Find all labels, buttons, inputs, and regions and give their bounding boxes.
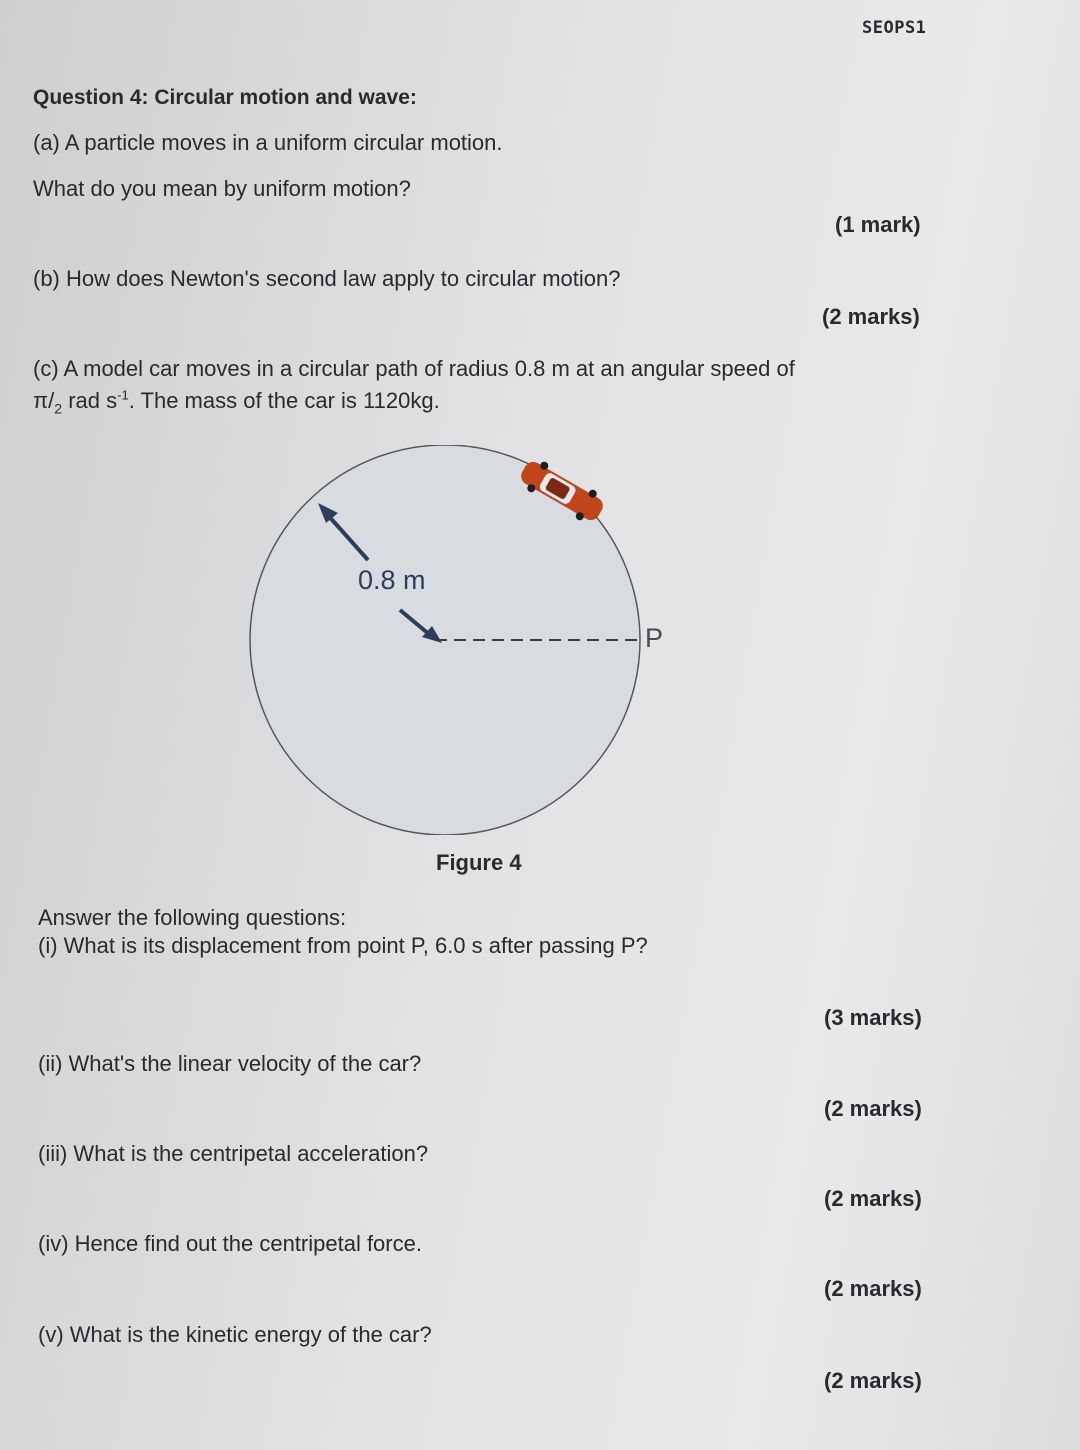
part-v-text: (v) What is the kinetic energy of the car? bbox=[38, 1322, 432, 1347]
part-a-line1: (a) A particle moves in a uniform circular motion. bbox=[33, 130, 503, 155]
part-v-marks: (2 marks) bbox=[824, 1368, 922, 1393]
part-a-line2: What do you mean by uniform motion? bbox=[33, 176, 411, 201]
part-i-marks: (3 marks) bbox=[824, 1005, 922, 1030]
angular-unit: rad s bbox=[62, 388, 118, 413]
part-b-text: (b) How does Newton's second law apply to circular motion? bbox=[33, 266, 621, 291]
paper-code: SEOPS1 bbox=[862, 18, 927, 38]
point-p-label: P bbox=[645, 623, 664, 653]
part-c-line1: (c) A model car moves in a circular path of radius 0.8 m at an angular speed of bbox=[33, 356, 795, 381]
radius-label: 0.8 m bbox=[358, 565, 426, 595]
part-b-marks: (2 marks) bbox=[822, 304, 920, 329]
circle-diagram bbox=[240, 445, 670, 835]
part-i-text: (i) What is its displacement from point P, 6.0 s after passing P? bbox=[38, 933, 648, 958]
answer-intro: Answer the following questions: bbox=[38, 905, 347, 930]
pi-denominator: 2 bbox=[54, 400, 63, 417]
part-c-line2 bbox=[33, 387, 440, 417]
part-a-marks: (1 mark) bbox=[835, 212, 921, 237]
part-ii-marks: (2 marks) bbox=[824, 1096, 922, 1121]
pi-symbol: π/ bbox=[33, 388, 55, 413]
question-title: Question 4: Circular motion and wave: bbox=[33, 86, 417, 109]
circular-path-figure bbox=[240, 445, 670, 835]
part-iv-marks: (2 marks) bbox=[824, 1276, 922, 1301]
part-iii-marks: (2 marks) bbox=[824, 1186, 922, 1211]
part-ii-text: (ii) What's the linear velocity of the car? bbox=[38, 1051, 422, 1076]
part-iv-text: (iv) Hence find out the centripetal force. bbox=[38, 1231, 422, 1256]
unit-exponent: -1 bbox=[117, 387, 129, 403]
mass-statement: . The mass of the car is 1120kg. bbox=[128, 388, 440, 413]
part-iii-text: (iii) What is the centripetal acceleration? bbox=[38, 1141, 429, 1166]
figure-caption: Figure 4 bbox=[436, 850, 522, 875]
